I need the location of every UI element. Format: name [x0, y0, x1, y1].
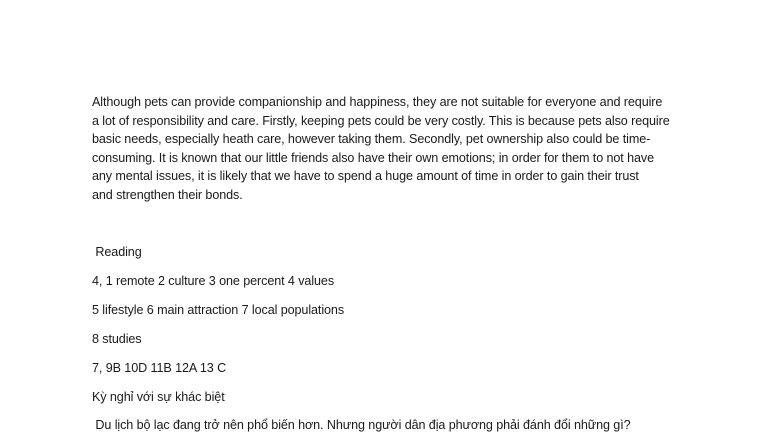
paragraph-line: consuming. It is known that our little friends also have their own emotions; in order for them to not have	[92, 150, 655, 165]
paragraph-line: basic needs, especially heath care, however taking them. Secondly, pet ownership also could be time-	[92, 132, 651, 147]
paragraph-line: any mental issues, it is likely that we have to spend a huge amount of time in order to gain their trust	[92, 169, 639, 184]
paragraph-line: Although pets can provide companionship and happiness, they are not suitable for everyone and require	[92, 95, 663, 109]
reading-heading: Reading	[92, 245, 142, 259]
answer-line: 4, 1 remote 2 culture 3 one percent 4 values	[92, 274, 335, 288]
answer-line: 5 lifestyle 6 main attraction 7 local populations	[92, 303, 345, 317]
essay-paragraph	[92, 93, 702, 205]
vietnamese-title: Kỳ nghỉ với sự khác biệt	[92, 390, 225, 404]
answer-line: 7, 9B 10D 11B 12A 13 C	[92, 361, 227, 375]
paragraph-line: and strengthen their bonds.	[92, 187, 243, 202]
paragraph-line: a lot of responsibility and care. Firstly, keeping pets could be very costly. This is because pets also require	[92, 113, 670, 128]
vietnamese-subtitle: Du lịch bộ lạc đang trở nên phổ biến hơn. Nhưng người dân địa phương phải đánh đổi những gì?	[92, 418, 631, 432]
answer-line: 8 studies	[92, 332, 142, 346]
